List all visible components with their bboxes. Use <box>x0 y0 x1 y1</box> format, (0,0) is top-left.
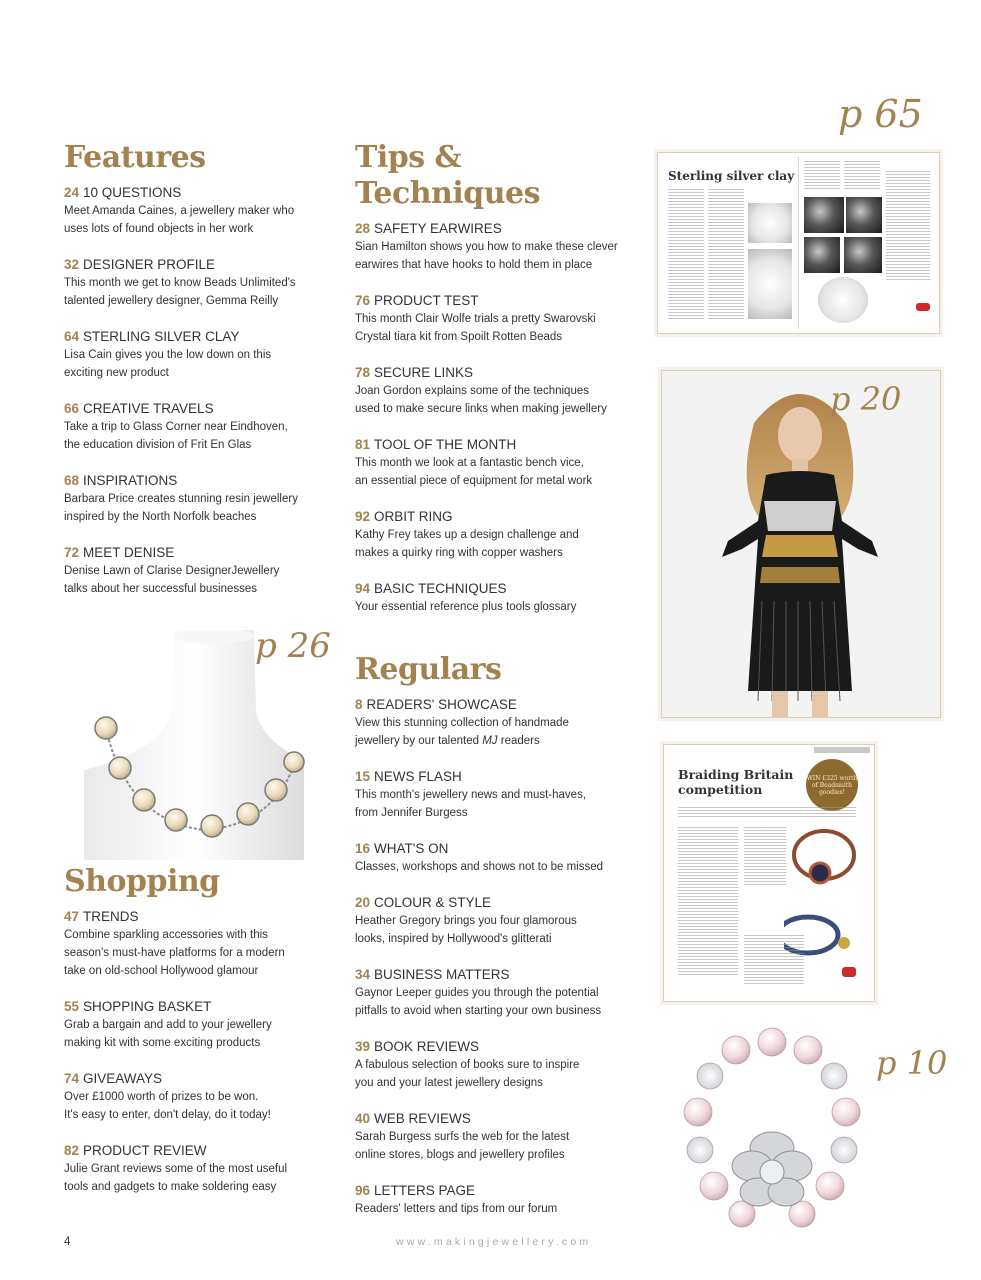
item-description: pitfalls to avoid when starting your own business <box>355 1005 602 1017</box>
item-title: SHOPPING BASKET <box>83 999 212 1014</box>
competition-badge: WIN £325 worth of Beadsmith goodies! <box>806 759 858 811</box>
item-title: BOOK REVIEWS <box>374 1039 480 1054</box>
page-number: 68 <box>64 473 80 488</box>
item-description: Barbara Price creates stunning resin jewellery <box>64 493 298 505</box>
item-description: uses lots of found objects in her work <box>64 223 254 235</box>
page-number-footer: 4 <box>64 1236 71 1248</box>
page-number: 28 <box>355 221 371 236</box>
page-number: 8 <box>355 697 363 712</box>
left-column <box>64 140 336 616</box>
item-title: LETTERS PAGE <box>374 1183 476 1198</box>
shopping-item[interactable] <box>64 998 336 1052</box>
item-title: SAFETY EARWIRES <box>374 221 502 236</box>
tips-item[interactable] <box>355 436 645 490</box>
page-ref-26[interactable]: p 26 <box>255 626 331 666</box>
item-description: exciting new product <box>64 367 169 379</box>
item-description: This month we look at a fantastic bench vice, <box>355 457 584 469</box>
item-description: Heather Gregory brings you four glamorous <box>355 915 577 927</box>
features-item[interactable] <box>64 184 336 238</box>
item-description: making kit with some exciting products <box>64 1037 261 1049</box>
item-description: talented jewellery designer, Gemma Reilly <box>64 295 279 307</box>
tips-heading: Tips & Techniques <box>355 140 541 211</box>
item-title: PRODUCT REVIEW <box>83 1143 207 1158</box>
regulars-item[interactable] <box>355 1038 645 1092</box>
item-description: Grab a bargain and add to your jewellery <box>64 1019 272 1031</box>
item-title: INSPIRATIONS <box>83 473 178 488</box>
page-number: 96 <box>355 1183 371 1198</box>
shopping-heading: Shopping <box>64 864 220 899</box>
item-title: TOOL OF THE MONTH <box>374 437 517 452</box>
item-title: DESIGNER PROFILE <box>83 257 216 272</box>
item-description: inspired by the North Norfolk beaches <box>64 511 257 523</box>
page-number: 40 <box>355 1111 371 1126</box>
item-title: ORBIT RING <box>374 509 453 524</box>
tips-item[interactable] <box>355 292 645 346</box>
item-description: Joan Gordon explains some of the techniques <box>355 385 589 397</box>
item-title: WHAT'S ON <box>374 841 449 856</box>
item-description: an essential piece of equipment for metal work <box>355 475 593 487</box>
features-item[interactable] <box>64 544 336 598</box>
page-number: 20 <box>355 895 371 910</box>
item-description: Kathy Frey takes up a design challenge and <box>355 529 579 541</box>
tips-item[interactable] <box>355 220 645 274</box>
page-number: 64 <box>64 329 80 344</box>
item-description: Denise Lawn of Clarise DesignerJewellery <box>64 565 280 577</box>
features-item[interactable] <box>64 328 336 382</box>
item-description: Your essential reference plus tools glossary <box>355 601 577 613</box>
features-item[interactable] <box>64 256 336 310</box>
sterling-silver-clay-spread[interactable] <box>657 152 940 334</box>
item-title: NEWS FLASH <box>374 769 462 784</box>
item-title: READERS' SHOWCASE <box>366 697 517 712</box>
spread-title: Sterling silver clay <box>668 169 795 183</box>
page-number: 81 <box>355 437 371 452</box>
item-description: View this stunning collection of handmade <box>355 717 569 729</box>
item-description: Sarah Burgess surfs the web for the latest <box>355 1131 570 1143</box>
tips-item[interactable] <box>355 364 645 418</box>
page-number: 66 <box>64 401 80 416</box>
page-number: 78 <box>355 365 371 380</box>
tips-item[interactable] <box>355 580 645 616</box>
braiding-britain-spread[interactable] <box>663 744 875 1002</box>
shopping-item[interactable] <box>64 1070 336 1124</box>
item-title: STERLING SILVER CLAY <box>83 329 240 344</box>
item-title: 10 QUESTIONS <box>83 185 182 200</box>
regulars-item[interactable] <box>355 696 645 750</box>
page-number: 34 <box>355 967 371 982</box>
item-description: Classes, workshops and shows not to be missed <box>355 861 604 873</box>
item-description: the education division of Frit En Glas <box>64 439 252 451</box>
item-description: online stores, blogs and jewellery profiles <box>355 1149 565 1161</box>
regulars-item[interactable] <box>355 840 645 876</box>
regulars-heading: Regulars <box>355 652 502 687</box>
page-ref-65[interactable]: p 65 <box>838 92 923 136</box>
item-description: Crystal tiara kit from Spoilt Rotten Beads <box>355 331 563 343</box>
item-title: GIVEAWAYS <box>83 1071 163 1086</box>
item-description: This month's jewellery news and must-haves, <box>355 789 587 801</box>
page-number: 32 <box>64 257 80 272</box>
item-title: SECURE LINKS <box>374 365 474 380</box>
item-description: Sian Hamilton shows you how to make these clever <box>355 241 618 253</box>
item-description: Lisa Cain gives you the low down on this <box>64 349 272 361</box>
page-number: 16 <box>355 841 371 856</box>
item-description: tools and gadgets to make soldering easy <box>64 1181 277 1193</box>
website-url[interactable]: www.makingjewellery.com <box>396 1236 592 1248</box>
regulars-item[interactable] <box>355 966 645 1020</box>
item-title: MEET DENISE <box>83 545 175 560</box>
item-description: This month we get to know Beads Unlimited's <box>64 277 296 289</box>
item-title: WEB REVIEWS <box>374 1111 471 1126</box>
item-description: used to make secure links when making jewellery <box>355 403 607 415</box>
regulars-item[interactable] <box>355 768 645 822</box>
regulars-item[interactable] <box>355 1182 645 1218</box>
page-ref-20[interactable]: p 20 <box>830 380 902 418</box>
item-description: Combine sparkling accessories with this <box>64 929 268 941</box>
page-number: 24 <box>64 185 80 200</box>
page-number: 92 <box>355 509 371 524</box>
shopping-item[interactable] <box>64 1142 336 1196</box>
item-description: Over £1000 worth of prizes to be won. <box>64 1091 259 1103</box>
bracelet-photo <box>672 1020 872 1250</box>
page-number: 72 <box>64 545 80 560</box>
item-description: Gaynor Leeper guides you through the potential <box>355 987 599 999</box>
item-title: BUSINESS MATTERS <box>374 967 510 982</box>
item-description: talks about her successful businesses <box>64 583 258 595</box>
page-number: 76 <box>355 293 371 308</box>
item-description: season's must-have platforms for a modern <box>64 947 285 959</box>
shopping-item[interactable] <box>64 908 336 980</box>
item-description: from Jennifer Burgess <box>355 807 468 819</box>
item-description: you and your latest jewellery designs <box>355 1077 543 1089</box>
middle-column <box>355 140 645 1236</box>
features-item[interactable] <box>64 400 336 454</box>
item-description: Meet Amanda Caines, a jewellery maker who <box>64 205 295 217</box>
item-title: CREATIVE TRAVELS <box>83 401 214 416</box>
item-description: jewellery by our talented MJ readers <box>355 735 540 747</box>
item-title: COLOUR & STYLE <box>374 895 492 910</box>
spread-title: Braiding Britain competition <box>678 767 794 797</box>
page-number: 82 <box>64 1143 80 1158</box>
item-title: BASIC TECHNIQUES <box>374 581 507 596</box>
item-description: looks, inspired by Hollywood's glitterati <box>355 933 552 945</box>
page-number: 47 <box>64 909 80 924</box>
item-description: It's easy to enter, don't delay, do it today! <box>64 1109 271 1121</box>
section-tab <box>814 747 870 753</box>
item-title: TRENDS <box>83 909 139 924</box>
features-heading: Features <box>64 140 206 175</box>
item-description: Take a trip to Glass Corner near Eindhoven, <box>64 421 288 433</box>
item-description: A fabulous selection of books sure to inspire <box>355 1059 580 1071</box>
item-description: take on old-school Hollywood glamour <box>64 965 259 977</box>
page-ref-10[interactable]: p 10 <box>876 1044 948 1082</box>
item-title: PRODUCT TEST <box>374 293 479 308</box>
item-description: makes a quirky ring with copper washers <box>355 547 563 559</box>
model-photo <box>661 370 941 718</box>
regulars-item[interactable] <box>355 1110 645 1164</box>
item-description: This month Clair Wolfe trials a pretty Swarovski <box>355 313 596 325</box>
page-number: 39 <box>355 1039 371 1054</box>
tips-item[interactable] <box>355 508 645 562</box>
item-description: Julie Grant reviews some of the most useful <box>64 1163 288 1175</box>
page-number: 55 <box>64 999 80 1014</box>
shopping-column <box>64 864 336 1214</box>
page-number: 74 <box>64 1071 80 1086</box>
page-number: 94 <box>355 581 371 596</box>
features-item[interactable] <box>64 472 336 526</box>
regulars-item[interactable] <box>355 894 645 948</box>
item-description: Readers' letters and tips from our forum <box>355 1203 558 1215</box>
item-description: earwires that have hooks to hold them in place <box>355 259 593 271</box>
page-number: 15 <box>355 769 371 784</box>
